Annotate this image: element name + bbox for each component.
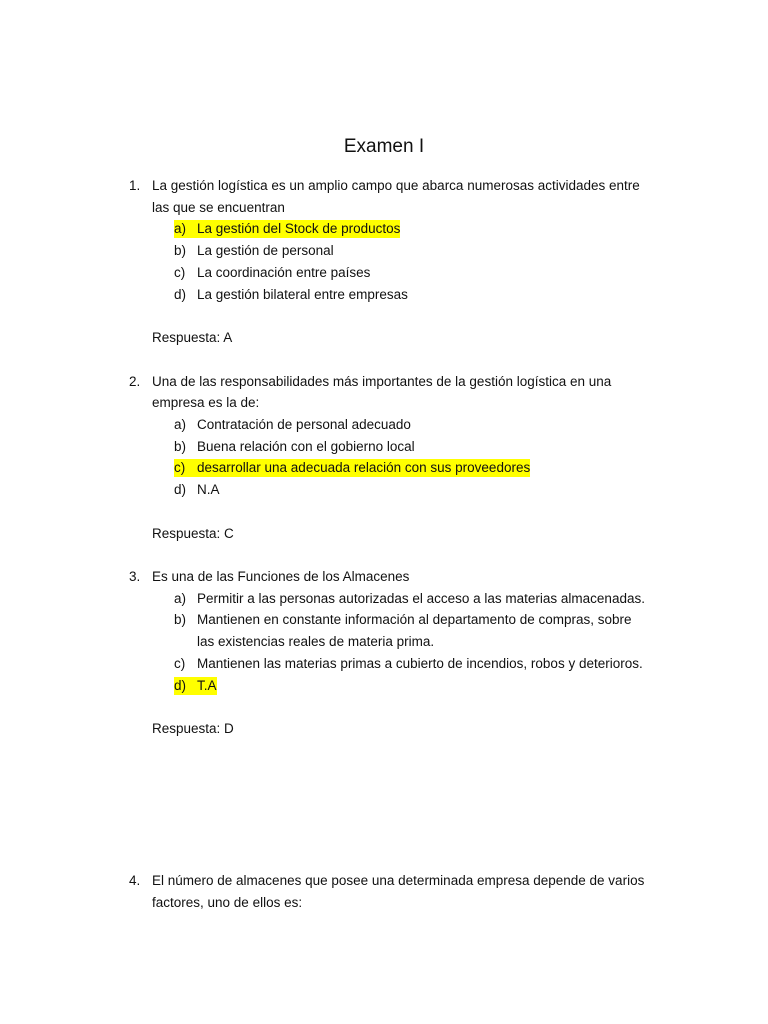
option-letter: c): [174, 656, 186, 671]
option-b: [174, 242, 334, 260]
option-text: La gestión de personal: [197, 243, 334, 258]
option-c-highlighted: [174, 459, 530, 477]
option-text: La coordinación entre países: [197, 265, 371, 280]
option-d: [174, 286, 408, 304]
option-b: [174, 611, 632, 629]
answer-line: Respuesta: D: [152, 721, 234, 736]
question-text-line: Una de las responsabilidades más importantes de la gestión logística en una: [152, 374, 612, 389]
option-letter: b): [174, 243, 187, 258]
option-letter: a): [174, 221, 187, 236]
option-a: [174, 590, 645, 608]
option-letter: a): [174, 417, 187, 432]
option-text: Permitir a las personas autorizadas el acceso a las materias almacenadas.: [197, 591, 645, 606]
option-text: T.A: [197, 678, 217, 693]
option-d: [174, 481, 220, 499]
option-text: La gestión del Stock de productos: [197, 221, 401, 236]
question-number: 4.: [129, 873, 141, 888]
question-text-line: factores, uno de ellos es:: [152, 895, 303, 910]
answer-line: Respuesta: C: [152, 526, 234, 541]
option-b: [174, 438, 415, 456]
option-letter: d): [174, 678, 187, 693]
question-number: 3.: [129, 569, 141, 584]
option-letter: c): [174, 265, 186, 280]
question-text-line: Es una de las Funciones de los Almacenes: [152, 569, 410, 584]
option-text: Buena relación con el gobierno local: [197, 439, 415, 454]
question-text-line: las que se encuentran: [152, 200, 285, 215]
option-a-highlighted: [174, 220, 400, 238]
question-text-line: empresa es la de:: [152, 395, 260, 410]
option-c: [174, 655, 643, 673]
question-number: 2.: [129, 374, 141, 389]
option-a: [174, 416, 411, 434]
option-text: N.A: [197, 482, 220, 497]
option-letter: b): [174, 612, 187, 627]
option-d-highlighted: [174, 677, 217, 695]
option-text: Mantienen las materias primas a cubierto de incendios, robos y deterioros.: [197, 656, 643, 671]
option-text-continuation: las existencias reales de materia prima.: [197, 634, 435, 649]
option-text: Mantienen en constante información al departamento de compras, sobre: [197, 612, 632, 627]
option-text: La gestión bilateral entre empresas: [197, 287, 408, 302]
option-text: desarrollar una adecuada relación con sus proveedores: [197, 460, 531, 475]
option-letter: a): [174, 591, 187, 606]
document-title: Examen I: [343, 136, 425, 157]
option-letter: c): [174, 460, 186, 475]
question-text-line: La gestión logística es un amplio campo que abarca numerosas actividades entre: [152, 178, 640, 193]
option-letter: d): [174, 482, 187, 497]
option-text: Contratación de personal adecuado: [197, 417, 411, 432]
answer-line: Respuesta: A: [152, 330, 233, 345]
question-number: 1.: [129, 178, 141, 193]
option-letter: d): [174, 287, 187, 302]
option-c: [174, 264, 370, 282]
option-letter: b): [174, 439, 187, 454]
question-text-line: El número de almacenes que posee una determinada empresa depende de varios: [152, 873, 645, 888]
